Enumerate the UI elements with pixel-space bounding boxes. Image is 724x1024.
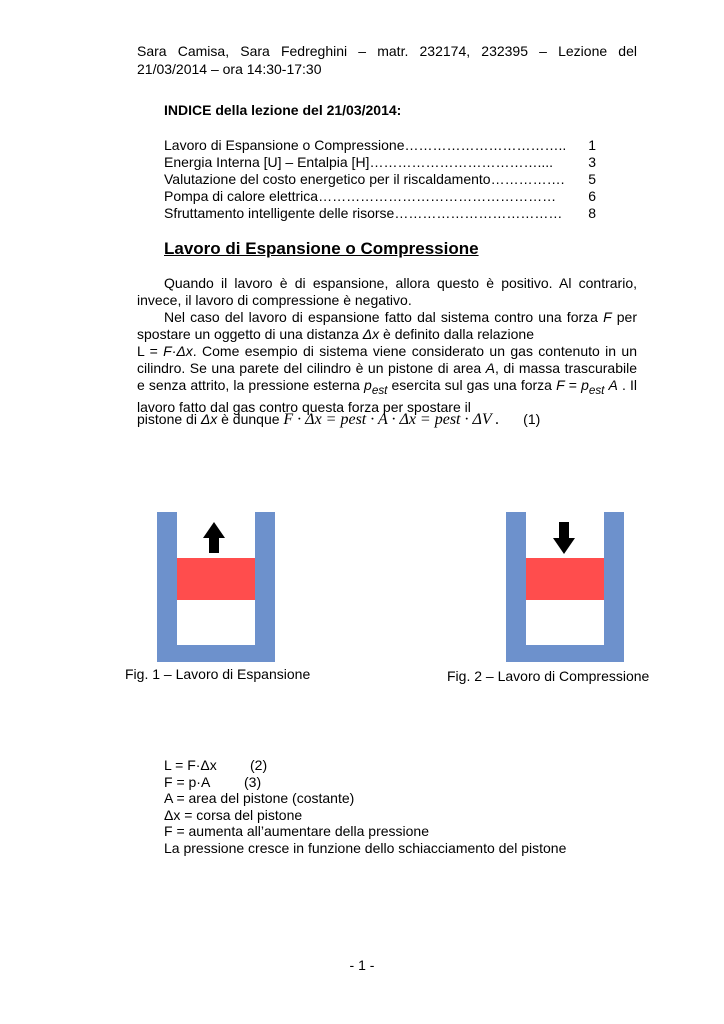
- cylinder-bottom: [157, 645, 275, 662]
- equation-1: F · Δx = pest · A · Δx = pest · ΔV .: [283, 411, 500, 428]
- symbol-F: F: [556, 377, 565, 393]
- toc-leader: ………………………………....: [369, 154, 554, 170]
- equation-line: [137, 411, 637, 428]
- formula-number: (2): [250, 757, 268, 773]
- toc-leader: ……………………………..: [404, 137, 567, 153]
- toc-item-label: Sfruttamento intelligente delle risorse: [164, 205, 395, 221]
- arrow-up-icon: [203, 522, 225, 553]
- formula-list: [164, 757, 566, 856]
- toc-item[interactable]: [164, 137, 596, 154]
- toc-page: 5: [588, 171, 596, 187]
- symbol-dx: Δx: [200, 411, 218, 427]
- text-run: . Il lavoro fatto dal gas contro questa forza per spostare il: [137, 377, 638, 415]
- toc-page: 3: [588, 154, 596, 170]
- text-run: L =: [137, 343, 164, 359]
- equation-number: (1): [523, 411, 541, 427]
- symbol-p: p: [581, 377, 589, 393]
- formula-text: F = p·A: [164, 773, 211, 790]
- list-item: A = area del pistone (costante): [164, 790, 355, 806]
- toc-leader: …………….: [490, 171, 565, 187]
- header-authors: Sara Camisa, Sara Fedreghini – matr. 232174, 232395 – Lezione del: [137, 43, 637, 59]
- figure-2-caption: Fig. 2 – Lavoro di Compressione: [447, 668, 650, 684]
- subscript-est: est: [371, 383, 388, 397]
- paragraph-line: [137, 309, 637, 343]
- list-item: Δx = corsa del pistone: [164, 806, 303, 823]
- figure-compression: [499, 505, 629, 665]
- piston: [526, 558, 604, 600]
- list-item: F = aumenta all’aumentare della pressione: [164, 823, 429, 839]
- formula-text: L = F·Δx: [164, 757, 217, 773]
- table-of-contents: [164, 137, 596, 222]
- text-run: è dunque: [217, 411, 284, 427]
- formula-number: (3): [244, 773, 262, 790]
- text-run: . Come esempio di sistema viene considerato un gas contenuto in un cilindro. Se una parete del cilindro è un pistone di area: [137, 343, 637, 376]
- toc-leader: ………………………………: [394, 205, 563, 221]
- symbol-A: A: [485, 360, 496, 376]
- symbol-p: p: [364, 377, 372, 393]
- toc-item[interactable]: [164, 154, 596, 171]
- toc-title: INDICE della lezione del 21/03/2014:: [164, 102, 402, 118]
- text-run: =: [564, 377, 582, 393]
- list-item: [164, 757, 566, 774]
- list-item: La pressione cresce in funzione dello schiacciamento del pistone: [164, 839, 567, 856]
- symbol-F: F: [603, 309, 612, 325]
- symbol-FDx: F·Δx: [163, 343, 193, 359]
- list-item: [164, 774, 566, 791]
- figure-1-caption: Fig. 1 – Lavoro di Espansione: [125, 666, 311, 682]
- toc-item[interactable]: [164, 188, 596, 205]
- paragraph-definition: [137, 309, 637, 416]
- text-run: per spostare un oggetto di una distanza: [137, 309, 637, 342]
- page-header: [137, 42, 637, 78]
- toc-item-label: Pompa di calore elettrica: [164, 188, 319, 204]
- arrow-down-icon: [553, 522, 575, 554]
- paragraph-intro: Quando il lavoro è di espansione, allora questo è positivo. Al contrario, invece, il lavoro di compressione è negativo.: [137, 275, 637, 308]
- toc-item[interactable]: [164, 205, 596, 222]
- toc-item-label: Valutazione del costo energetico per il riscaldamento: [164, 171, 491, 187]
- symbol-A: A: [608, 377, 618, 393]
- symbol-dx: Δx: [362, 326, 380, 342]
- piston: [177, 558, 255, 600]
- toc-item-label: Energia Interna [U] – Entalpia [H]: [164, 154, 370, 170]
- page-number: - 1 -: [349, 957, 375, 973]
- toc-item[interactable]: [164, 171, 596, 188]
- cylinder-wall-left: [506, 512, 526, 662]
- text-run: Nel caso del lavoro di espansione fatto dal sistema contro una forza: [164, 309, 604, 325]
- text-run: , di massa trascurabile e senza attrito, la pressione esterna: [137, 360, 637, 393]
- toc-page: 6: [588, 188, 596, 204]
- cylinder-wall-right: [255, 512, 275, 662]
- text-run: pistone di: [137, 411, 201, 427]
- text-run: esercita sul gas una forza: [387, 377, 557, 393]
- toc-page: 8: [588, 205, 596, 221]
- figure-expansion: [150, 505, 280, 665]
- cylinder-wall-right: [604, 512, 624, 662]
- cylinder-bottom: [506, 645, 624, 662]
- header-date: 21/03/2014 – ora 14:30-17:30: [137, 61, 322, 77]
- toc-page: 1: [588, 137, 596, 153]
- toc-item-label: Lavoro di Espansione o Compressione: [164, 137, 405, 153]
- text-run: è definito dalla relazione: [379, 326, 535, 342]
- paragraph-line: [137, 343, 637, 416]
- toc-leader: ……………………………………………: [318, 188, 557, 204]
- section-title: Lavoro di Espansione o Compressione: [164, 239, 479, 258]
- subscript-est: est: [588, 383, 605, 397]
- cylinder-wall-left: [157, 512, 177, 662]
